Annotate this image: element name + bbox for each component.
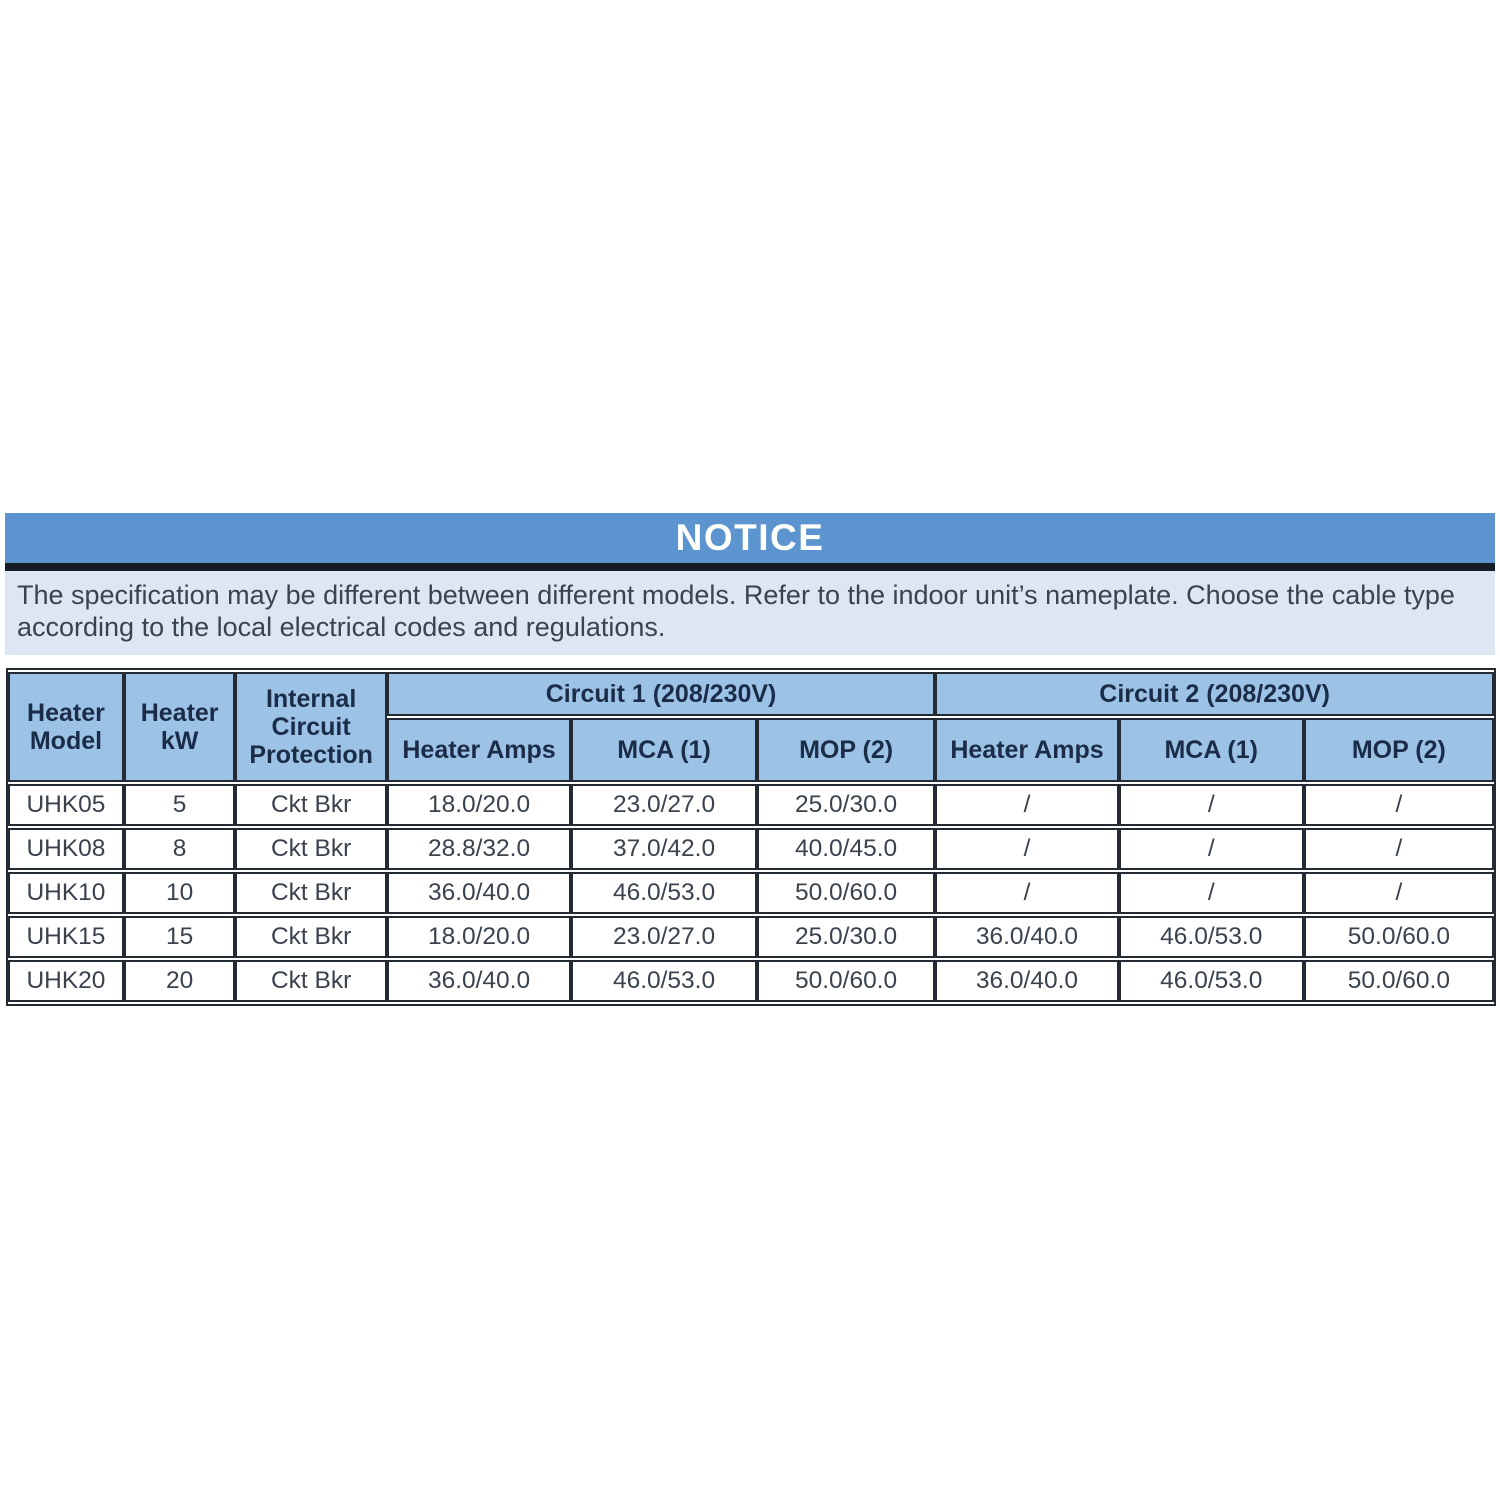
table-cell: / xyxy=(1119,784,1304,826)
table-row xyxy=(8,784,1494,826)
table-cell: / xyxy=(1119,872,1304,914)
table-cell: 28.8/32.0 xyxy=(387,828,571,870)
table-cell: 25.0/30.0 xyxy=(757,916,935,958)
table-cell: 5 xyxy=(124,784,235,826)
table-cell: / xyxy=(1119,828,1304,870)
table-cell: 50.0/60.0 xyxy=(757,872,935,914)
table-cell: 25.0/30.0 xyxy=(757,784,935,826)
table-cell: 20 xyxy=(124,960,235,1002)
table-cell: 37.0/42.0 xyxy=(571,828,757,870)
group-header-circuit-2: Circuit 2 (208/230V) xyxy=(935,672,1494,716)
col-header-c1-heater-amps: Heater Amps xyxy=(387,718,571,782)
table-cell: 23.0/27.0 xyxy=(571,916,757,958)
table-cell: 8 xyxy=(124,828,235,870)
col-header-heater-model: Heater Model xyxy=(8,672,124,782)
col-header-c2-heater-amps: Heater Amps xyxy=(935,718,1119,782)
table-cell: / xyxy=(1304,872,1494,914)
table-cell: Ckt Bkr xyxy=(235,960,387,1002)
table-cell: 36.0/40.0 xyxy=(387,872,571,914)
table-cell: Ckt Bkr xyxy=(235,916,387,958)
table-cell: 18.0/20.0 xyxy=(387,916,571,958)
table-cell: 46.0/53.0 xyxy=(1119,916,1304,958)
notice-title: NOTICE xyxy=(675,517,825,558)
table-cell: 10 xyxy=(124,872,235,914)
notice-body-text: The specification may be different between different models. Refer to the indoor unit’s nameplate. Choose the cable type according to the local electrical codes and regulations. xyxy=(5,571,1495,655)
table-cell: UHK15 xyxy=(8,916,124,958)
col-header-internal-circuit-protection: Internal Circuit Protection xyxy=(235,672,387,782)
table-cell: Ckt Bkr xyxy=(235,828,387,870)
table-cell: 15 xyxy=(124,916,235,958)
table-cell: / xyxy=(935,784,1119,826)
table-cell: 36.0/40.0 xyxy=(387,960,571,1002)
table-cell: Ckt Bkr xyxy=(235,784,387,826)
notice-divider xyxy=(5,563,1495,571)
table-row xyxy=(8,960,1494,1002)
table-row xyxy=(8,872,1494,914)
table-row xyxy=(8,916,1494,958)
table-cell: 23.0/27.0 xyxy=(571,784,757,826)
table-cell: / xyxy=(935,828,1119,870)
table-cell: 36.0/40.0 xyxy=(935,960,1119,1002)
group-header-circuit-1: Circuit 1 (208/230V) xyxy=(387,672,935,716)
table-cell: 36.0/40.0 xyxy=(935,916,1119,958)
table-cell: UHK10 xyxy=(8,872,124,914)
table-cell: Ckt Bkr xyxy=(235,872,387,914)
table-cell: 46.0/53.0 xyxy=(571,960,757,1002)
table-cell: 50.0/60.0 xyxy=(757,960,935,1002)
table-cell: / xyxy=(1304,828,1494,870)
col-header-c1-mca: MCA (1) xyxy=(571,718,757,782)
heater-spec-table-wrap xyxy=(6,668,1496,1006)
table-cell: 18.0/20.0 xyxy=(387,784,571,826)
col-header-c2-mca: MCA (1) xyxy=(1119,718,1304,782)
table-cell: UHK05 xyxy=(8,784,124,826)
table-cell: UHK20 xyxy=(8,960,124,1002)
table-cell: / xyxy=(935,872,1119,914)
notice-title-band xyxy=(5,513,1495,563)
heater-spec-table xyxy=(8,670,1494,1004)
table-header-group-row xyxy=(8,672,1494,716)
table-cell: 46.0/53.0 xyxy=(1119,960,1304,1002)
table-cell: 50.0/60.0 xyxy=(1304,960,1494,1002)
table-cell: 46.0/53.0 xyxy=(571,872,757,914)
table-row xyxy=(8,828,1494,870)
table-cell: / xyxy=(1304,784,1494,826)
table-cell: 50.0/60.0 xyxy=(1304,916,1494,958)
col-header-c2-mop: MOP (2) xyxy=(1304,718,1494,782)
table-cell: UHK08 xyxy=(8,828,124,870)
col-header-heater-kw: Heater kW xyxy=(124,672,235,782)
notice-banner xyxy=(5,513,1495,655)
table-cell: 40.0/45.0 xyxy=(757,828,935,870)
col-header-c1-mop: MOP (2) xyxy=(757,718,935,782)
